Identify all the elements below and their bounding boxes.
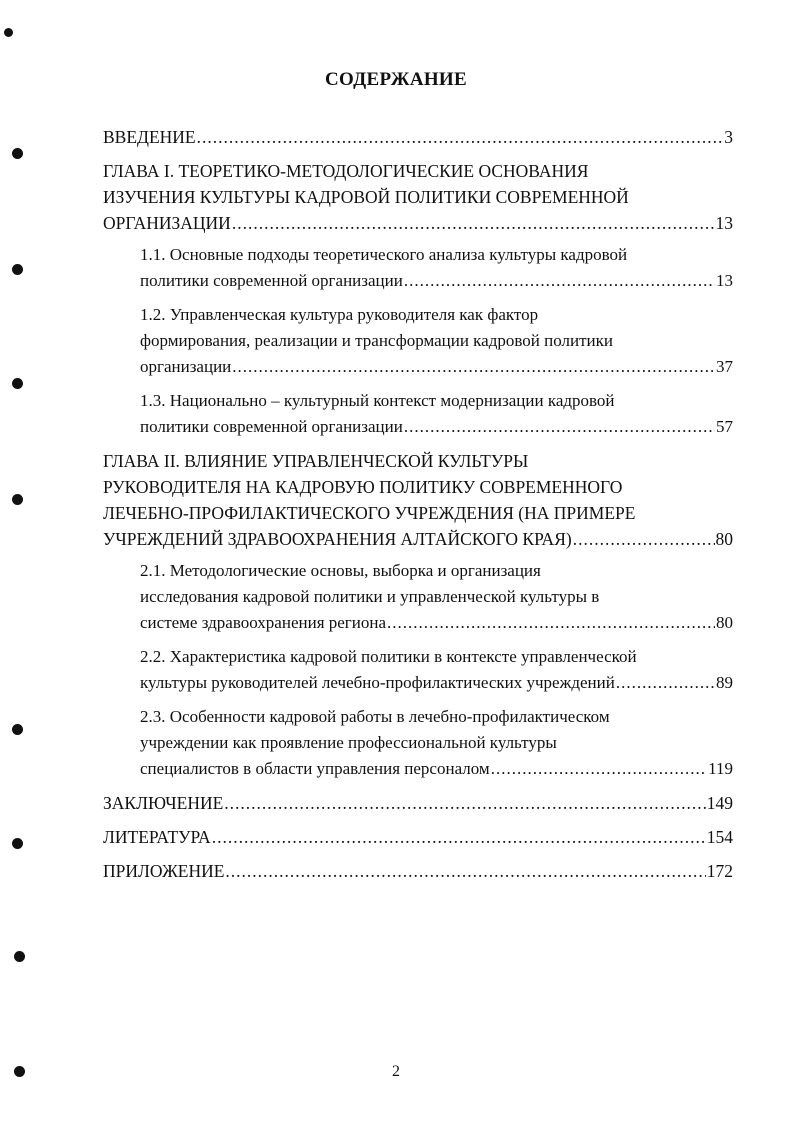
toc-entry-title: ЛИТЕРАТУРА	[103, 827, 211, 847]
dot-leader	[404, 268, 715, 294]
dot-leader	[197, 124, 724, 150]
table-of-contents	[103, 124, 733, 892]
toc-page-number: 13	[715, 213, 733, 233]
toc-entry-line: 2.3. Особенности кадровой работы в лечебно-профилактическом	[140, 707, 610, 726]
toc-entry-title: культуры руководителей лечебно-профилактических учреждений	[140, 673, 615, 692]
toc-entry-line: 1.2. Управленческая культура руководителя как фактор	[140, 305, 539, 324]
dot-leader	[224, 790, 705, 816]
punch-hole-mark	[12, 148, 23, 159]
punch-hole-mark	[12, 724, 23, 735]
toc-entry-title: УЧРЕЖДЕНИЙ ЗДРАВООХРАНЕНИЯ АЛТАЙСКОГО КРАЯ)	[103, 529, 572, 549]
toc-entry-chapter-1	[103, 158, 733, 236]
toc-entry-line: ИЗУЧЕНИЯ КУЛЬТУРЫ КАДРОВОЙ ПОЛИТИКИ СОВРЕМЕННОЙ	[103, 187, 629, 207]
toc-page-number: 13	[716, 271, 733, 290]
toc-entry-chapter-2	[103, 448, 733, 552]
dot-leader	[212, 824, 706, 850]
toc-page-number: 119	[708, 759, 733, 778]
dot-leader	[225, 858, 705, 884]
dot-leader	[387, 610, 715, 636]
toc-entry-title: политики современной организации	[140, 271, 403, 290]
toc-entry-line: формирования, реализации и трансформации кадровой политики	[140, 331, 613, 350]
punch-hole-mark	[12, 264, 23, 275]
toc-page-number: 172	[706, 861, 733, 881]
toc-entry-appendix	[103, 858, 733, 884]
toc-entry-line: ГЛАВА I. ТЕОРЕТИКО-МЕТОДОЛОГИЧЕСКИЕ ОСНОВАНИЯ	[103, 161, 589, 181]
toc-page-number: 80	[715, 529, 733, 549]
punch-hole-mark	[12, 378, 23, 389]
dot-leader	[573, 526, 715, 552]
toc-entry-line: 1.1. Основные подходы теоретического анализа культуры кадровой	[140, 245, 628, 264]
toc-entry-line: ГЛАВА II. ВЛИЯНИЕ УПРАВЛЕНЧЕСКОЙ КУЛЬТУРЫ	[103, 451, 529, 471]
toc-entry-section-1-2	[140, 302, 733, 380]
dot-leader	[404, 414, 715, 440]
toc-entry-line: учреждении как проявление профессиональной культуры	[140, 733, 557, 752]
toc-entry-title: специалистов в области управления персоналом	[140, 759, 490, 778]
toc-entry-section-2-2	[140, 644, 733, 696]
toc-entry-line: РУКОВОДИТЕЛЯ НА КАДРОВУЮ ПОЛИТИКУ СОВРЕМЕННОГО	[103, 477, 623, 497]
page-title: СОДЕРЖАНИЕ	[325, 69, 467, 90]
toc-page-number: 3	[724, 127, 733, 147]
toc-entry-line: ЛЕЧЕБНО-ПРОФИЛАКТИЧЕСКОГО УЧРЕЖДЕНИЯ (НА ПРИМЕРЕ	[103, 503, 636, 523]
punch-hole-mark	[12, 838, 23, 849]
punch-hole-mark	[14, 951, 25, 962]
toc-page-number: 154	[706, 827, 733, 847]
toc-entry-section-1-1	[140, 242, 733, 294]
toc-entry-line: исследования кадровой политики и управленческой культуры в	[140, 587, 600, 606]
toc-entry-conclusion	[103, 790, 733, 816]
toc-page-number: 57	[716, 417, 733, 436]
toc-entry-title: ВВЕДЕНИЕ	[103, 127, 196, 147]
toc-entry-title: политики современной организации	[140, 417, 403, 436]
toc-entry-introduction	[103, 124, 733, 150]
page-number: 2	[392, 1063, 400, 1080]
punch-hole-mark	[14, 1066, 25, 1077]
punch-hole-mark	[4, 28, 13, 37]
toc-entry-line: 1.3. Национально – культурный контекст модернизации кадровой	[140, 391, 615, 410]
toc-entry-title: ЗАКЛЮЧЕНИЕ	[103, 793, 224, 813]
dot-leader	[491, 756, 707, 782]
toc-entry-line: 2.2. Характеристика кадровой политики в контексте управленческой	[140, 647, 637, 666]
toc-entry-title: системе здравоохранения региона	[140, 613, 387, 632]
toc-entry-title: ПРИЛОЖЕНИЕ	[103, 861, 225, 881]
toc-entry-title: организации	[140, 357, 232, 376]
toc-entry-section-2-3	[140, 704, 733, 782]
toc-page-number: 89	[716, 673, 733, 692]
dot-leader	[616, 670, 715, 696]
toc-entry-literature	[103, 824, 733, 850]
dot-leader	[232, 354, 715, 380]
punch-hole-mark	[12, 494, 23, 505]
toc-entry-title: ОРГАНИЗАЦИИ	[103, 213, 231, 233]
toc-entry-section-2-1	[140, 558, 733, 636]
toc-page-number: 37	[716, 357, 733, 376]
toc-entry-section-1-3	[140, 388, 733, 440]
toc-page-number: 149	[706, 793, 733, 813]
dot-leader	[232, 210, 715, 236]
toc-page-number: 80	[716, 613, 733, 632]
toc-entry-line: 2.1. Методологические основы, выборка и организация	[140, 561, 541, 580]
